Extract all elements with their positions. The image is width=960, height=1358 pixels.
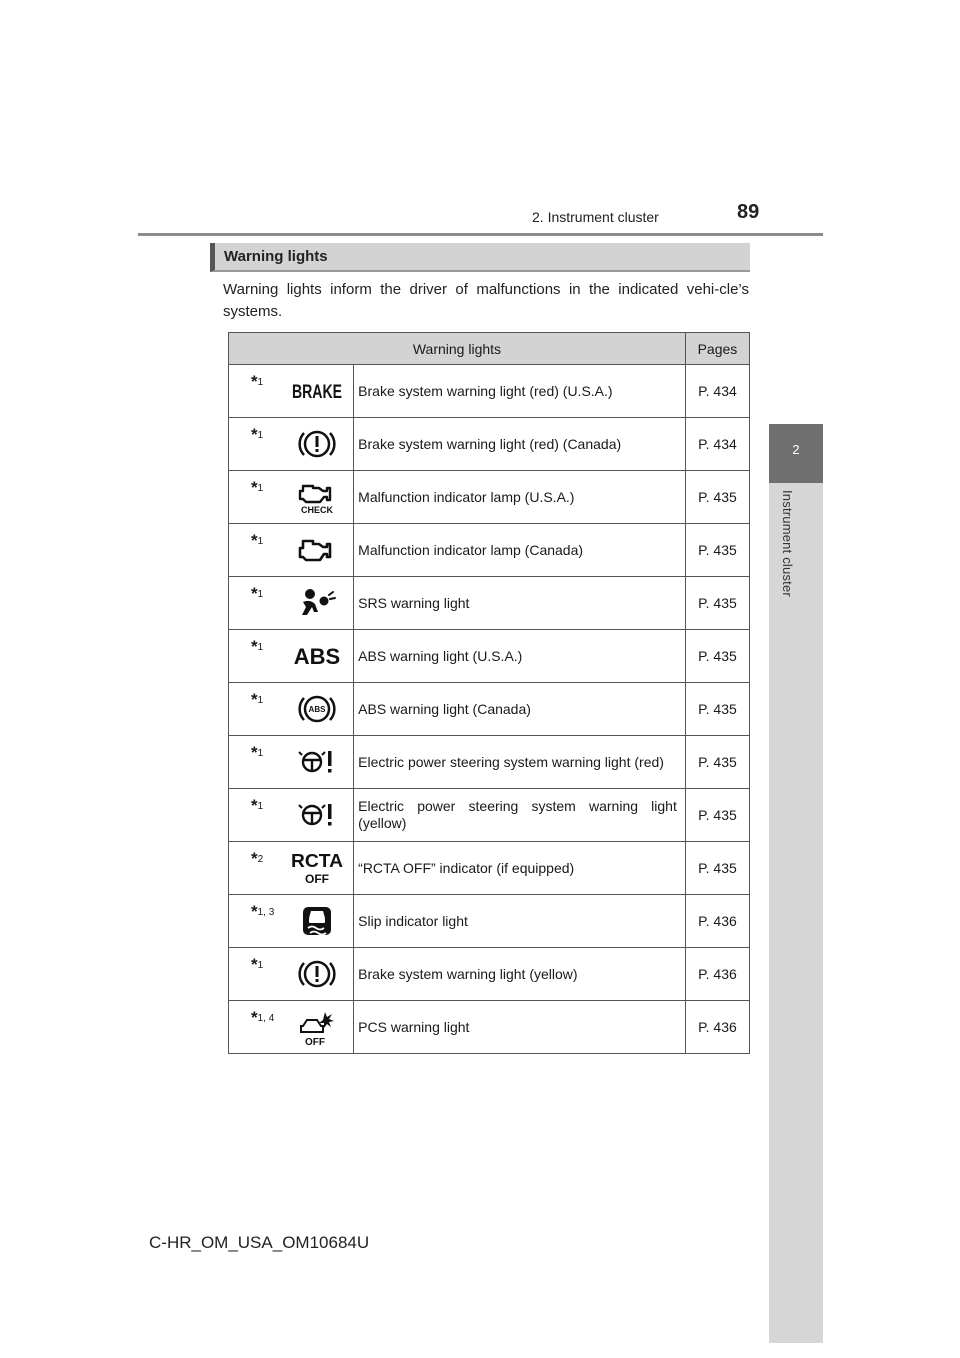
page-reference: P. 435 — [685, 524, 749, 577]
footnote-mark-cell — [229, 524, 280, 577]
table-header-row — [229, 333, 750, 365]
footnote-mark — [251, 796, 264, 815]
brake-circle-exclamation-icon — [297, 965, 337, 981]
footnote-mark-cell — [229, 895, 280, 948]
page-reference: P. 435 — [685, 842, 749, 895]
header-divider — [138, 233, 823, 236]
table-row — [229, 895, 750, 948]
warning-icon-cell — [280, 736, 354, 789]
chapter-tab-strip — [769, 483, 823, 1343]
footnote-mark — [251, 372, 264, 391]
page-reference: P. 435 — [685, 683, 749, 736]
page-reference: P. 434 — [685, 365, 749, 418]
asterisk: * — [251, 637, 258, 656]
chapter-tab — [769, 424, 823, 483]
footnote-number: 1 — [257, 695, 264, 706]
warning-light-name: ABS warning light (Canada) — [354, 683, 686, 736]
page-reference: P. 434 — [685, 418, 749, 471]
svg-text:ABS: ABS — [293, 644, 340, 669]
asterisk: * — [251, 796, 258, 815]
warning-icon-cell — [280, 418, 354, 471]
page-reference: P. 436 — [685, 1001, 749, 1054]
abs-text-icon — [292, 644, 342, 669]
footnote-mark-cell — [229, 683, 280, 736]
footnote-mark — [251, 584, 264, 603]
svg-text:RCTA: RCTA — [290, 851, 343, 871]
footnote-mark-cell — [229, 630, 280, 683]
engine-check-icon — [295, 488, 339, 515]
warning-lights-table — [228, 332, 750, 1054]
svg-text:BRAKE: BRAKE — [291, 382, 342, 403]
table-row — [229, 577, 750, 630]
footnote-mark-cell — [229, 577, 280, 630]
warning-icon-cell — [280, 471, 354, 524]
footnote-number: 1 — [257, 536, 264, 547]
footnote-mark-cell — [229, 736, 280, 789]
steering-warning-icon — [295, 806, 339, 822]
warning-icon-cell — [280, 524, 354, 577]
footnote-mark-cell — [229, 789, 280, 842]
document-code-footer: C-HR_OM_USA_OM10684U — [149, 1233, 370, 1252]
asterisk: * — [251, 955, 258, 974]
warning-icon-cell — [280, 365, 354, 418]
asterisk: * — [251, 1008, 258, 1027]
footnote-mark-cell — [229, 418, 280, 471]
warning-light-name: Electric power steering system warning light (red) — [354, 736, 686, 789]
table-row — [229, 948, 750, 1001]
warning-icon-cell — [280, 683, 354, 736]
table-row — [229, 789, 750, 842]
section-heading-text: Warning lights — [224, 248, 328, 265]
footnote-mark-cell — [229, 1001, 280, 1054]
footnote-mark-cell — [229, 948, 280, 1001]
warning-light-name: Slip indicator light — [354, 895, 686, 948]
svg-text:ABS: ABS — [308, 705, 325, 714]
steering-warning-icon — [295, 753, 339, 769]
footnote-number: 1 — [257, 801, 264, 812]
brake-circle-exclamation-icon — [297, 435, 337, 451]
column-header-warning-lights: Warning lights — [229, 333, 686, 365]
table-row — [229, 1001, 750, 1054]
footnote-number: 1 — [257, 377, 264, 388]
warning-icon-cell — [280, 842, 354, 895]
warning-light-name: Malfunction indicator lamp (Canada) — [354, 524, 686, 577]
footnote-mark — [251, 637, 264, 656]
footnote-number: 1 — [257, 748, 264, 759]
asterisk: * — [251, 425, 258, 444]
warning-icon-cell — [280, 789, 354, 842]
running-header-section: 2. Instrument cluster — [532, 209, 659, 225]
page-reference: P. 435 — [685, 630, 749, 683]
table-row — [229, 471, 750, 524]
section-heading — [210, 243, 750, 272]
warning-light-name: SRS warning light — [354, 577, 686, 630]
chapter-tab-label: Instrument cluster — [780, 490, 795, 597]
asterisk: * — [251, 531, 258, 550]
table-row — [229, 524, 750, 577]
footnote-number: 1 — [257, 483, 264, 494]
warning-light-name: PCS warning light — [354, 1001, 686, 1054]
svg-text:CHECK: CHECK — [300, 505, 333, 515]
table-row — [229, 630, 750, 683]
table-row — [229, 842, 750, 895]
asterisk: * — [251, 743, 258, 762]
slip-indicator-icon — [300, 912, 334, 928]
table-row — [229, 418, 750, 471]
pcs-off-icon — [295, 1018, 339, 1048]
page-reference: P. 436 — [685, 948, 749, 1001]
svg-text:OFF: OFF — [304, 1037, 325, 1048]
footnote-number: 1 — [257, 960, 264, 971]
page-reference: P. 435 — [685, 789, 749, 842]
table-row — [229, 683, 750, 736]
srs-airbag-icon — [295, 594, 339, 610]
footnote-number: 2 — [257, 854, 264, 865]
footnote-mark — [251, 955, 264, 974]
footnote-mark — [251, 690, 264, 709]
warning-icon-cell — [280, 948, 354, 1001]
footnote-mark — [251, 849, 264, 868]
table-row — [229, 365, 750, 418]
warning-icon-cell — [280, 630, 354, 683]
page-reference: P. 435 — [685, 736, 749, 789]
table-row — [229, 736, 750, 789]
asterisk: * — [251, 849, 258, 868]
warning-light-name: Brake system warning light (red) (Canada) — [354, 418, 686, 471]
footnote-mark — [251, 425, 264, 444]
warning-light-name: Malfunction indicator lamp (U.S.A.) — [354, 471, 686, 524]
footnote-number: 1, 4 — [257, 1013, 275, 1024]
asterisk: * — [251, 584, 258, 603]
footnote-number: 1 — [257, 642, 264, 653]
brake-text-icon — [290, 382, 344, 403]
warning-icon-cell — [280, 1001, 354, 1054]
engine-icon — [295, 541, 339, 557]
warning-light-name: “RCTA OFF” indicator (if equipped) — [354, 842, 686, 895]
chapter-tab-number: 2 — [792, 442, 800, 457]
column-header-pages: Pages — [685, 333, 749, 365]
warning-light-name: Electric power steering system warning light (yellow) — [354, 789, 686, 842]
page-reference: P. 435 — [685, 577, 749, 630]
asterisk: * — [251, 478, 258, 497]
footnote-mark — [251, 1008, 275, 1027]
intro-paragraph: Warning lights inform the driver of malfunctions in the indicated vehi-cle’s systems. — [223, 281, 749, 320]
warning-light-name: ABS warning light (U.S.A.) — [354, 630, 686, 683]
footnote-mark-cell — [229, 471, 280, 524]
asterisk: * — [251, 372, 258, 391]
rcta-off-icon — [289, 851, 345, 886]
footnote-number: 1, 3 — [257, 907, 275, 918]
footnote-mark-cell — [229, 842, 280, 895]
asterisk: * — [251, 902, 258, 921]
warning-light-name: Brake system warning light (red) (U.S.A.) — [354, 365, 686, 418]
footnote-mark-cell — [229, 365, 280, 418]
footnote-number: 1 — [257, 430, 264, 441]
footnote-mark — [251, 478, 264, 497]
warning-light-name: Brake system warning light (yellow) — [354, 948, 686, 1001]
page-reference: P. 435 — [685, 471, 749, 524]
svg-text:OFF: OFF — [304, 872, 329, 886]
page-number: 89 — [737, 201, 760, 223]
abs-circle-icon — [297, 700, 337, 716]
asterisk: * — [251, 690, 258, 709]
footnote-mark — [251, 743, 264, 762]
warning-icon-cell — [280, 577, 354, 630]
footnote-mark — [251, 531, 264, 550]
footnote-number: 1 — [257, 589, 264, 600]
warning-icon-cell — [280, 895, 354, 948]
page-reference: P. 436 — [685, 895, 749, 948]
footnote-mark — [251, 902, 275, 921]
